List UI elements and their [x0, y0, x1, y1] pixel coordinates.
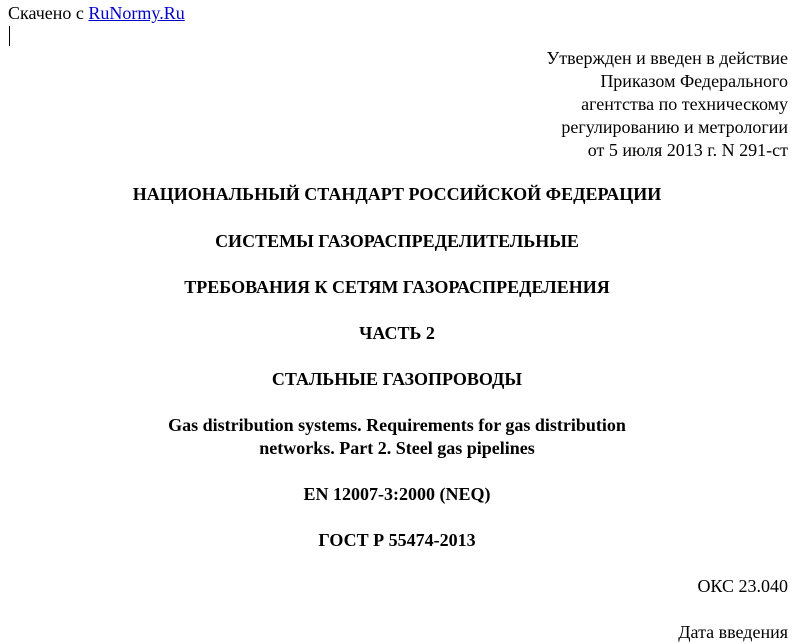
source-line: [8, 2, 185, 25]
heading-requirements: ТРЕБОВАНИЯ К СЕТЯМ ГАЗОРАСПРЕДЕЛЕНИЯ: [184, 277, 610, 297]
heading-part: ЧАСТЬ 2: [359, 323, 435, 343]
heading-steel-pipelines: СТАЛЬНЫЕ ГАЗОПРОВОДЫ: [271, 369, 523, 389]
english-title-line-1: Gas distribution systems. Requirements for gas distribution: [168, 415, 626, 435]
intro-date-label: Дата введения: [678, 622, 788, 642]
oks-code: ОКС 23.040: [697, 576, 788, 596]
source-prefix: Скачено с: [8, 3, 84, 23]
gost-code: ГОСТ Р 55474-2013: [318, 530, 476, 550]
approval-line: агентства по техническому: [581, 94, 788, 114]
approval-line: от 5 июля 2013 г. N 291-ст: [587, 140, 788, 160]
source-link[interactable]: RuNormy.Ru: [88, 3, 185, 23]
approval-line: регулированию и метрологии: [561, 117, 788, 137]
text-cursor: [9, 26, 10, 46]
en-standard-code: EN 12007-3:2000 (NEQ): [303, 484, 491, 504]
approval-line: Утвержден и введен в действие: [546, 48, 788, 68]
heading-systems: СИСТЕМЫ ГАЗОРАСПРЕДЕЛИТЕЛЬНЫЕ: [215, 231, 579, 251]
english-title-line-2: networks. Part 2. Steel gas pipelines: [259, 438, 535, 458]
approval-line: Приказом Федерального: [600, 71, 788, 91]
heading-national-standard: НАЦИОНАЛЬНЫЙ СТАНДАРТ РОССИЙСКОЙ ФЕДЕРАЦИИ: [132, 184, 662, 204]
approval-block: [546, 47, 788, 162]
